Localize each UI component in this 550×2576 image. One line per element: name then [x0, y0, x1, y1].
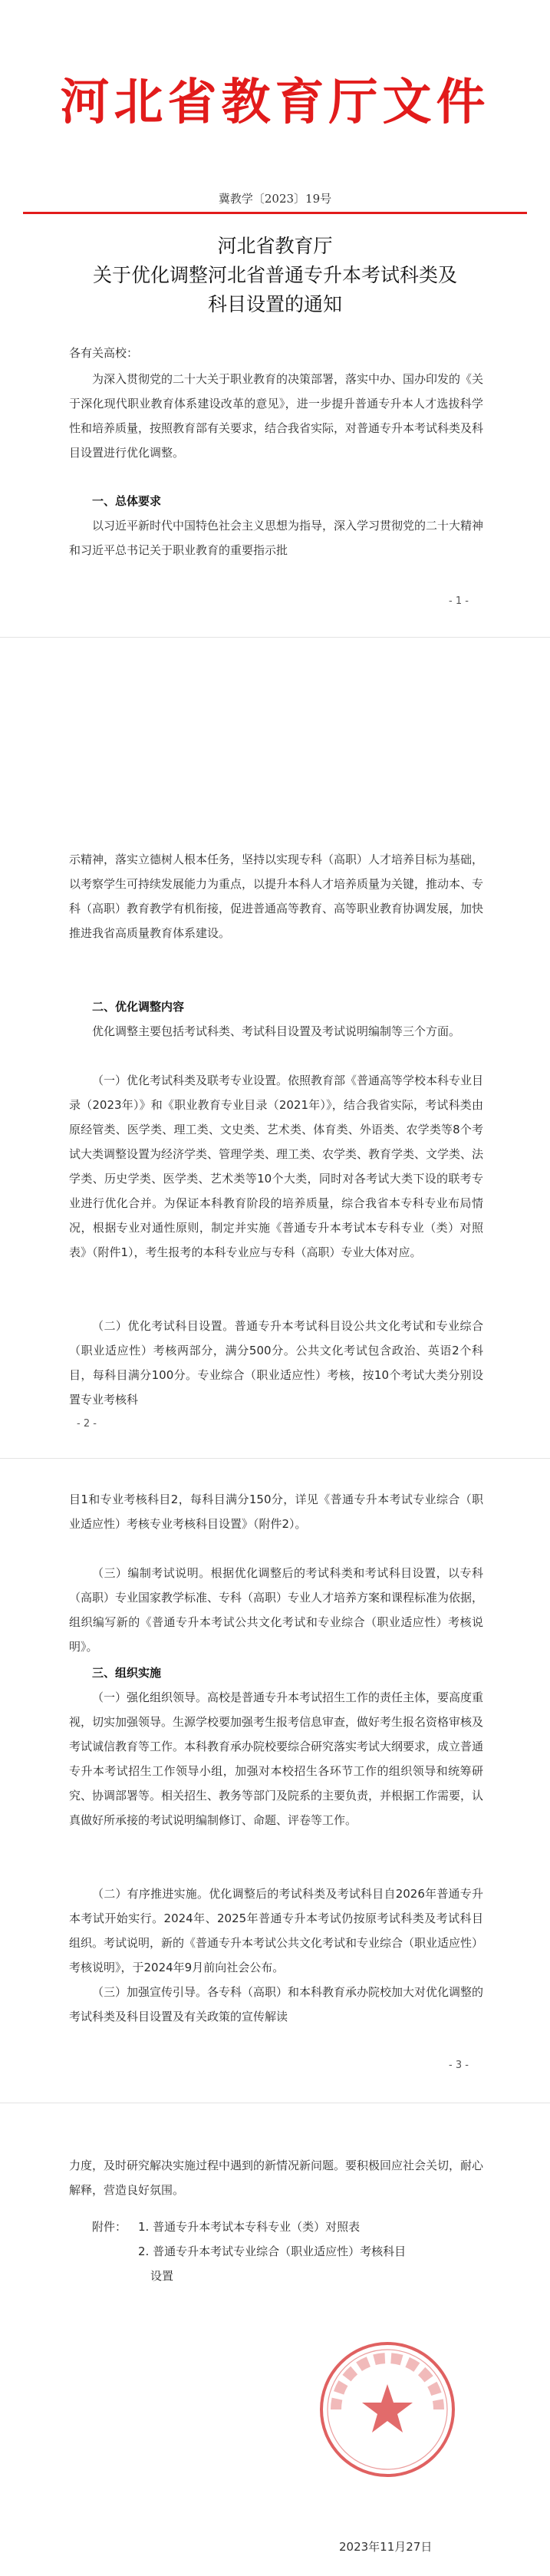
- paragraph-leadership: （一）强化组织领导。高校是普通专升本考试招生工作的责任主体，要高度重视，切实加强领导。生源学校要加强考生报考信息审查，做好考生报名资格审核及考试诚信教育等工作。本科教育承办院校要综合研究落实考试大纲要求，成立普通专升本考试招生工作领导小组，加强对本校招生各环节工作的组织领导和统筹研究、协调部署等。相关招生、教务等部门及院系的主要负责，并根据工作需要，认真做好所承接的考试说明编制修订、命题、评卷等工作。: [69, 1690, 484, 1827]
- section-heading-2: 二、优化调整内容: [92, 1000, 185, 1014]
- section-heading-1: 一、总体要求: [92, 494, 162, 508]
- page-separator: [0, 1458, 550, 1459]
- paragraph-publicity: （三）加强宣传引导。各专科（高职）和本科教育承办院校加大对优化调整的考试科类及科目设置及有关政策的宣传解读: [69, 1985, 484, 2024]
- paragraph-exam-guide: （三）编制考试说明。根据优化调整后的考试科类和考试科目设置，以专科（高职）专业国家教学标准、专科（高职）专业人才培养方案和课程标准为依据，组织编写新的《普通专升本考试公共文化考试和专业综合（职业适应性）考核说明》。: [69, 1566, 484, 1654]
- paragraph-exam-subjects: （二）优化考试科目设置。普通专升本考试科目设公共文化考试和专业综合（职业适应性）考核两部分，满分500分。公共文化考试包含政治、英语2个科目，每科目满分100分。专业综合（职业适应性）考核，按10个考试大类分别设置专业考核科: [69, 1319, 483, 1407]
- page-number-2: - 2 -: [77, 1418, 97, 1430]
- paragraph-subject-categories: （一）优化考试科类及联考专业设置。依照教育部《普通高等学校本科专业目录（2023年）》和《职业教育专业目录（2021年）》，结合我省实际，考试科类由原经管类、医学类、理工类、文史类、艺术类、体育类、外语类、农学类等8个考试大类调整设置为经济学类、管理学类、理工类、农学类、教育学类、文学类、法学类、历史学类、医学类、艺术类等10个大类，同时对各考试大类下设的联考专业进行优化合并。为保证本科教育阶段的培养质量，综合我省本专科专业布局情况，根据专业对通性原则，制定并实施《普通专升本考试本专科专业（类）对照表》（附件1），考生报考的本科专业应与专科（高职）专业大体对应。: [69, 1074, 484, 1259]
- title-line-3: 科目设置的通知: [207, 293, 342, 315]
- official-seal-icon: [315, 2337, 460, 2482]
- intro-paragraph: 为深入贯彻党的二十大关于职业教育的决策部署，落实中办、国办印发的《关于深化现代职业教育体系建设改革的意见》，进一步提升普通专升本人才选拔科学性和培养质量，按照教育部有关要求，结合我省实际，对普通专升本考试科类及科目设置进行优化调整。: [69, 372, 484, 460]
- title-issuer: 河北省教育厅: [217, 235, 333, 257]
- greeting: 各有关高校：: [69, 346, 139, 360]
- section-heading-3: 三、组织实施: [92, 1666, 162, 1680]
- red-divider-line: [23, 212, 527, 214]
- attachment-item-2-cont: 设置: [150, 2269, 174, 2283]
- paragraph-exam-subjects-end: 目1和专业考核科目2，每科目满分150分，详见《普通专升本考试专业综合（职业适应性）考核专业考核科目设置》（附件2）。: [69, 1492, 483, 1531]
- document-masthead: 河北省教育厅文件: [60, 74, 490, 131]
- title-line-2: 关于优化调整河北省普通专升本考试科类及: [92, 264, 457, 286]
- page-number-1: - 1 -: [449, 595, 469, 607]
- issue-date: 2023年11月27日: [339, 2540, 433, 2554]
- page-separator: [0, 637, 550, 638]
- document-number: 冀教学〔2023〕19号: [218, 192, 332, 206]
- page-number-3: - 3 -: [449, 2060, 469, 2071]
- attachments-label: 附件：: [92, 2220, 127, 2234]
- attachment-item-2: 2. 普通专升本考试专业综合（职业适应性）考核科目: [138, 2245, 407, 2258]
- paragraph-implementation: （二）有序推进实施。优化调整后的考试科类及考试科目自2026年普通专升本考试开始实行。2024年、2025年普通专升本考试仍按原考试科类及考试科目组织。考试说明，新的《普通专升本考试公共文化考试和专业综合（职业适应性）考核说明》，于2024年9月前向社会公布。: [69, 1887, 484, 1974]
- paragraph-adjust-intro: 优化调整主要包括考试科类、考试科目设置及考试说明编制等三个方面。: [92, 1024, 461, 1038]
- attachment-item-1: 1. 普通专升本考试本专科专业（类）对照表: [138, 2220, 361, 2234]
- paragraph-overall-end: 示精神，落实立德树人根本任务，坚持以实现专科（高职）人才培养目标为基础，以考察学生可持续发展能力为重点，以提升本科人才培养质量为关键，推动本、专科（高职）教育教学有机衔接，促进普通高等教育、高等职业教育协调发展，加快推进我省高质量教育体系建设。: [69, 853, 484, 940]
- paragraph-overall-start: 以习近平新时代中国特色社会主义思想为指导，深入学习贯彻党的二十大精神和习近平总书记关于职业教育的重要指示批: [69, 519, 484, 557]
- paragraph-publicity-end: 力度，及时研究解决实施过程中遇到的新情况新问题。要积极回应社会关切，耐心解释，营造良好氛围。: [69, 2159, 484, 2197]
